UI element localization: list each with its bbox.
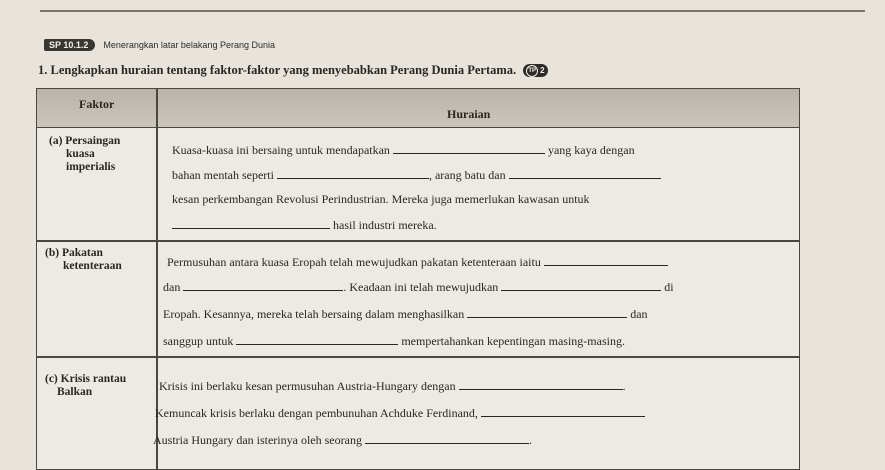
- question-text: [38, 63, 548, 78]
- blank-field[interactable]: [183, 279, 343, 291]
- row-a-line-3: kesan perkembangan Revolusi Perindustrian. Mereka juga memerlukan kawasan untuk: [172, 192, 590, 206]
- blank-field[interactable]: [481, 405, 645, 417]
- blank-field[interactable]: [172, 217, 330, 229]
- row-c-line-2: Kemuncak krisis berlaku dengan pembunuhan Achduke Ferdinand,: [155, 405, 645, 421]
- sp-description: Menerangkan latar belakang Perang Dunia: [103, 40, 275, 50]
- row-divider: [37, 240, 799, 242]
- blank-field[interactable]: [459, 378, 623, 390]
- factor-c: (c) Krisis rantau Balkan: [45, 373, 127, 398]
- row-b-line-4: sanggup untuk mempertahankan kepentingan masing-masing.: [163, 334, 625, 348]
- factor-b: (b) Pakatan ketenteraan: [45, 247, 122, 272]
- row-c-line-1: Krisis ini berlaku kesan permusuhan Austria-Hungary dengan .: [159, 379, 626, 393]
- header-huraian: Huraian: [447, 107, 491, 121]
- blank-field[interactable]: [544, 254, 668, 266]
- blank-field[interactable]: [365, 432, 529, 444]
- tp-level: 2: [540, 66, 545, 75]
- row-a-line-2: bahan mentah seperti , arang batu dan: [172, 167, 661, 183]
- row-b-line-1: Permusuhan antara kuasa Eropah telah mewujudkan pakatan ketenteraan iaitu: [167, 254, 668, 270]
- row-c-line-3: Austria Hungary dan isterinya oleh seorang .: [153, 433, 532, 447]
- blank-field[interactable]: [509, 167, 661, 179]
- question-label: 1. Lengkapkan huraian tentang faktor-faktor yang menyebabkan Perang Dunia Pertama.: [38, 63, 517, 77]
- tp-label: TP: [526, 65, 538, 77]
- blank-field[interactable]: [467, 306, 627, 318]
- blank-field[interactable]: [236, 333, 398, 345]
- blank-field[interactable]: [501, 279, 661, 291]
- row-divider: [37, 356, 799, 358]
- table-header: [37, 89, 799, 128]
- blank-field[interactable]: [277, 167, 429, 179]
- blank-field[interactable]: [393, 142, 545, 154]
- row-b-line-2: dan . Keadaan ini telah mewujudkan di: [163, 280, 674, 294]
- row-a-line-4: hasil industri mereka.: [172, 217, 437, 233]
- learning-standard-row: [44, 38, 275, 52]
- factor-table: [36, 88, 800, 470]
- top-rule: [40, 10, 865, 12]
- header-faktor: Faktor: [79, 97, 115, 111]
- factor-a: (a) Persaingan kuasa imperialis: [49, 135, 121, 173]
- row-b-line-3: Eropah. Kesannya, mereka telah bersaing dalam menghasilkan dan: [163, 307, 648, 321]
- tp-badge: [523, 64, 547, 77]
- sp-badge: SP 10.1.2: [44, 39, 95, 51]
- row-a-line-1: Kuasa-kuasa ini bersaing untuk mendapatkan yang kaya dengan: [172, 143, 635, 157]
